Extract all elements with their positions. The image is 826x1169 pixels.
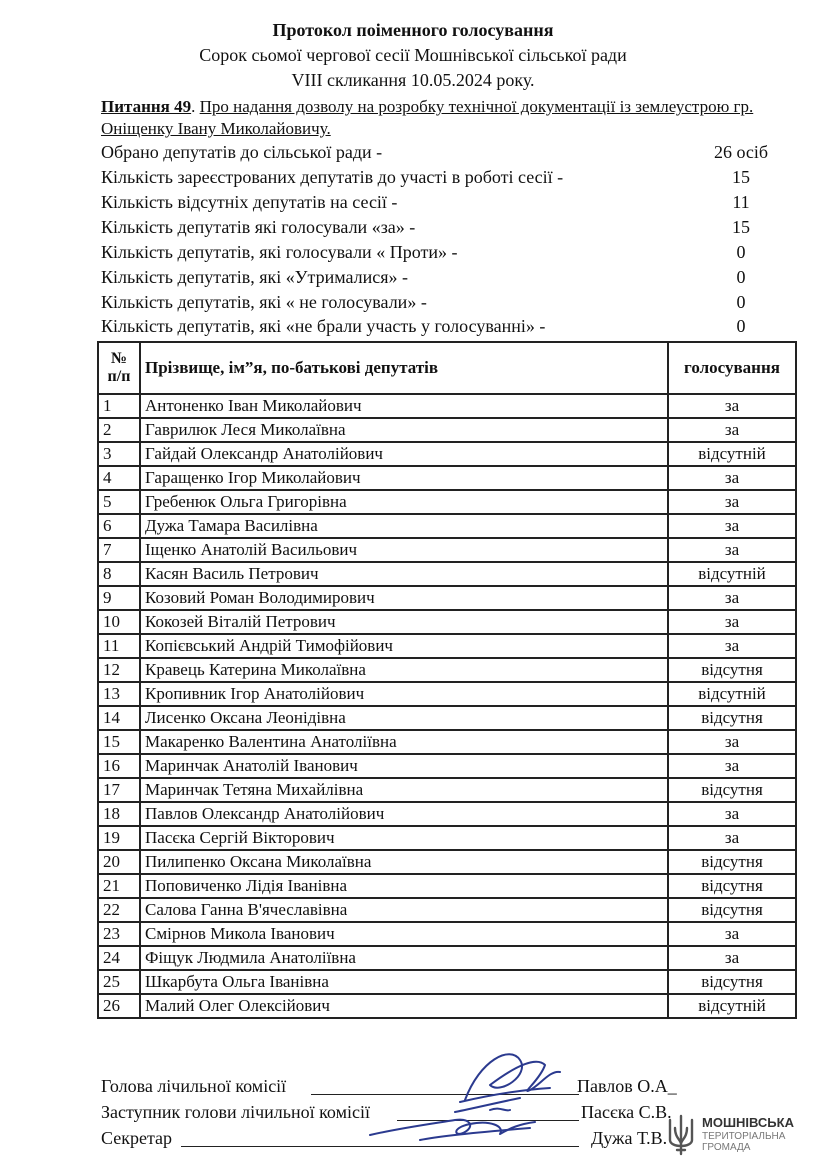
row-number: 25	[98, 970, 140, 994]
table-row	[98, 946, 796, 970]
table-row	[98, 754, 796, 778]
deputy-name: Пилипенко Оксана Миколаївна	[140, 850, 668, 874]
row-number: 21	[98, 874, 140, 898]
vote-result: за	[668, 538, 796, 562]
stat-row	[101, 316, 791, 340]
signature-name: Пасєка С.В.	[581, 1102, 672, 1122]
deputy-name: Пасєка Сергій Вікторович	[140, 826, 668, 850]
row-number: 17	[98, 778, 140, 802]
row-number: 15	[98, 730, 140, 754]
table-row	[98, 490, 796, 514]
stat-label: Кількість депутатів які голосували «за» -	[101, 217, 416, 237]
stat-row	[101, 217, 791, 241]
col-header-name: Прізвище, ім”я, по-батькові депутатів	[140, 342, 668, 394]
row-number: 2	[98, 418, 140, 442]
signature-role: Заступник голови лічильної комісії	[101, 1102, 370, 1122]
deputy-name: Макаренко Валентина Анатоліївна	[140, 730, 668, 754]
vote-result: за	[668, 634, 796, 658]
row-number: 24	[98, 946, 140, 970]
stat-value: 15	[732, 217, 750, 237]
stat-value: 15	[732, 167, 750, 187]
deputy-name: Козовий Роман Володимирович	[140, 586, 668, 610]
table-header-row	[98, 342, 796, 394]
vote-result: за	[668, 946, 796, 970]
row-number: 7	[98, 538, 140, 562]
table-row	[98, 418, 796, 442]
vote-result: за	[668, 466, 796, 490]
stat-value: 0	[736, 292, 746, 312]
vote-result: відсутній	[668, 682, 796, 706]
table-row	[98, 706, 796, 730]
row-number: 26	[98, 994, 140, 1018]
col-header-vote: голосування	[668, 342, 796, 394]
table-row	[98, 658, 796, 682]
row-number: 20	[98, 850, 140, 874]
vote-result: за	[668, 754, 796, 778]
row-number: 12	[98, 658, 140, 682]
deputy-name: Маринчак Анатолій Іванович	[140, 754, 668, 778]
table-row	[98, 922, 796, 946]
stat-value: 0	[736, 267, 746, 287]
vote-result: за	[668, 394, 796, 418]
table-row	[98, 514, 796, 538]
vote-result: відсутня	[668, 850, 796, 874]
deputy-name: Іщенко Анатолій Васильович	[140, 538, 668, 562]
row-number: 18	[98, 802, 140, 826]
logo-brand: МОШНІВСЬКА	[702, 1115, 794, 1130]
signature-role: Секретар	[101, 1128, 173, 1148]
stat-row	[101, 292, 791, 316]
vote-result: за	[668, 730, 796, 754]
session-date: VIII скликання 10.05.2024 року.	[291, 70, 535, 90]
trident-icon	[664, 1114, 698, 1158]
question-block: Питання 49. Про надання дозволу на розробку технічної документації із землеустрою гр. Оніщенку Івану Миколайовичу.	[101, 97, 754, 138]
document-title: Протокол поіменного голосування	[272, 20, 554, 40]
row-number: 4	[98, 466, 140, 490]
stat-value: 26 осіб	[713, 142, 769, 162]
vote-result: відсутня	[668, 970, 796, 994]
row-number: 11	[98, 634, 140, 658]
vote-result: відсутня	[668, 874, 796, 898]
stat-label: Кількість зареєстрованих депутатів до участі в роботі сесії -	[101, 167, 564, 187]
stat-row	[101, 192, 791, 216]
table-row	[98, 562, 796, 586]
deputy-name: Гребенюк Ольга Григорівна	[140, 490, 668, 514]
col-header-number: № п/п	[98, 342, 140, 394]
stat-label: Кількість депутатів, які «не брали участь у голосуванні» -	[101, 316, 546, 336]
table-row	[98, 610, 796, 634]
row-number: 13	[98, 682, 140, 706]
row-number: 19	[98, 826, 140, 850]
table-row	[98, 394, 796, 418]
question-number: Питання 49	[101, 97, 192, 116]
table-body	[98, 394, 796, 1018]
row-number: 1	[98, 394, 140, 418]
vote-result: відсутній	[668, 442, 796, 466]
document-subtitle: Сорок сьомої чергової сесії Мошнівської сільської ради	[199, 45, 627, 65]
vote-result: за	[668, 418, 796, 442]
signature-role: Голова лічильної комісії	[101, 1076, 287, 1096]
vote-result: відсутній	[668, 994, 796, 1018]
deputy-name: Дужа Тамара Василівна	[140, 514, 668, 538]
table-row	[98, 538, 796, 562]
logo-subtitle	[702, 1131, 785, 1153]
vote-result: за	[668, 514, 796, 538]
deputy-name: Кравець Катерина Миколаївна	[140, 658, 668, 682]
stat-label: Обрано депутатів до сільської ради -	[101, 142, 383, 162]
stat-row	[101, 167, 791, 191]
row-number: 10	[98, 610, 140, 634]
stat-label: Кількість депутатів, які « не голосували» -	[101, 292, 427, 312]
row-number: 8	[98, 562, 140, 586]
table-row	[98, 874, 796, 898]
table-row	[98, 466, 796, 490]
table-row	[98, 802, 796, 826]
table-row	[98, 994, 796, 1018]
deputy-name: Лисенко Оксана Леонідівна	[140, 706, 668, 730]
row-number: 22	[98, 898, 140, 922]
table-row	[98, 898, 796, 922]
row-number: 14	[98, 706, 140, 730]
table-row	[98, 442, 796, 466]
deputy-name: Гайдай Олександр Анатолійович	[140, 442, 668, 466]
vote-result: за	[668, 586, 796, 610]
row-number: 9	[98, 586, 140, 610]
stat-row	[101, 242, 791, 266]
deputy-name: Антоненко Іван Миколайович	[140, 394, 668, 418]
table-row	[98, 682, 796, 706]
stat-label: Кількість депутатів, які голосували « Проти» -	[101, 242, 458, 262]
deputy-name: Гаврилюк Леся Миколаївна	[140, 418, 668, 442]
vote-result: відсутній	[668, 562, 796, 586]
stat-value: 0	[736, 316, 746, 336]
deputy-name: Кропивник Ігор Анатолійович	[140, 682, 668, 706]
row-number: 16	[98, 754, 140, 778]
stat-row	[101, 142, 791, 166]
signature-name: Павлов О.А_	[577, 1076, 677, 1096]
vote-result: за	[668, 802, 796, 826]
row-number: 5	[98, 490, 140, 514]
stat-label: Кількість відсутніх депутатів на сесії -	[101, 192, 398, 212]
table-row	[98, 850, 796, 874]
vote-result: відсутня	[668, 778, 796, 802]
handwritten-signatures	[360, 1040, 600, 1160]
table-row	[98, 586, 796, 610]
community-logo	[664, 1112, 814, 1162]
deputy-name: Маринчак Тетяна Михайлівна	[140, 778, 668, 802]
vote-result: за	[668, 826, 796, 850]
row-number: 6	[98, 514, 140, 538]
deputy-name: Поповиченко Лідія Іванівна	[140, 874, 668, 898]
vote-result: за	[668, 922, 796, 946]
deputy-name: Павлов Олександр Анатолійович	[140, 802, 668, 826]
table-row	[98, 730, 796, 754]
deputy-name: Касян Василь Петрович	[140, 562, 668, 586]
vote-result: відсутня	[668, 658, 796, 682]
vote-result: відсутня	[668, 898, 796, 922]
vote-result: відсутня	[668, 706, 796, 730]
stat-label: Кількість депутатів, які «Утрималися» -	[101, 267, 409, 287]
deputy-name: Смірнов Микола Іванович	[140, 922, 668, 946]
stat-row	[101, 267, 791, 291]
logo-line1: ТЕРИТОРІАЛЬНА	[702, 1131, 786, 1142]
logo-line2: ГРОМАДА	[702, 1142, 751, 1153]
deputy-name: Копієвський Андрій Тимофійович	[140, 634, 668, 658]
stat-value: 11	[732, 192, 750, 212]
signature-name: Дужа Т.В.	[591, 1128, 668, 1148]
vote-result: за	[668, 610, 796, 634]
deputy-name: Шкарбута Ольга Іванівна	[140, 970, 668, 994]
table-row	[98, 826, 796, 850]
question-text: Про надання дозволу на розробку технічної документації із землеустрою гр. Оніщенку Івану Миколайовичу.	[101, 97, 754, 138]
table-row	[98, 778, 796, 802]
table-row	[98, 634, 796, 658]
vote-result: за	[668, 490, 796, 514]
row-number: 3	[98, 442, 140, 466]
voting-table	[97, 341, 797, 1019]
row-number: 23	[98, 922, 140, 946]
stat-value: 0	[736, 242, 746, 262]
deputy-name: Салова Ганна В'ячеславівна	[140, 898, 668, 922]
table-row	[98, 970, 796, 994]
deputy-name: Малий Олег Олексійович	[140, 994, 668, 1018]
deputy-name: Фіщук Людмила Анатоліївна	[140, 946, 668, 970]
deputy-name: Гаращенко Ігор Миколайович	[140, 466, 668, 490]
deputy-name: Кокозей Віталій Петрович	[140, 610, 668, 634]
